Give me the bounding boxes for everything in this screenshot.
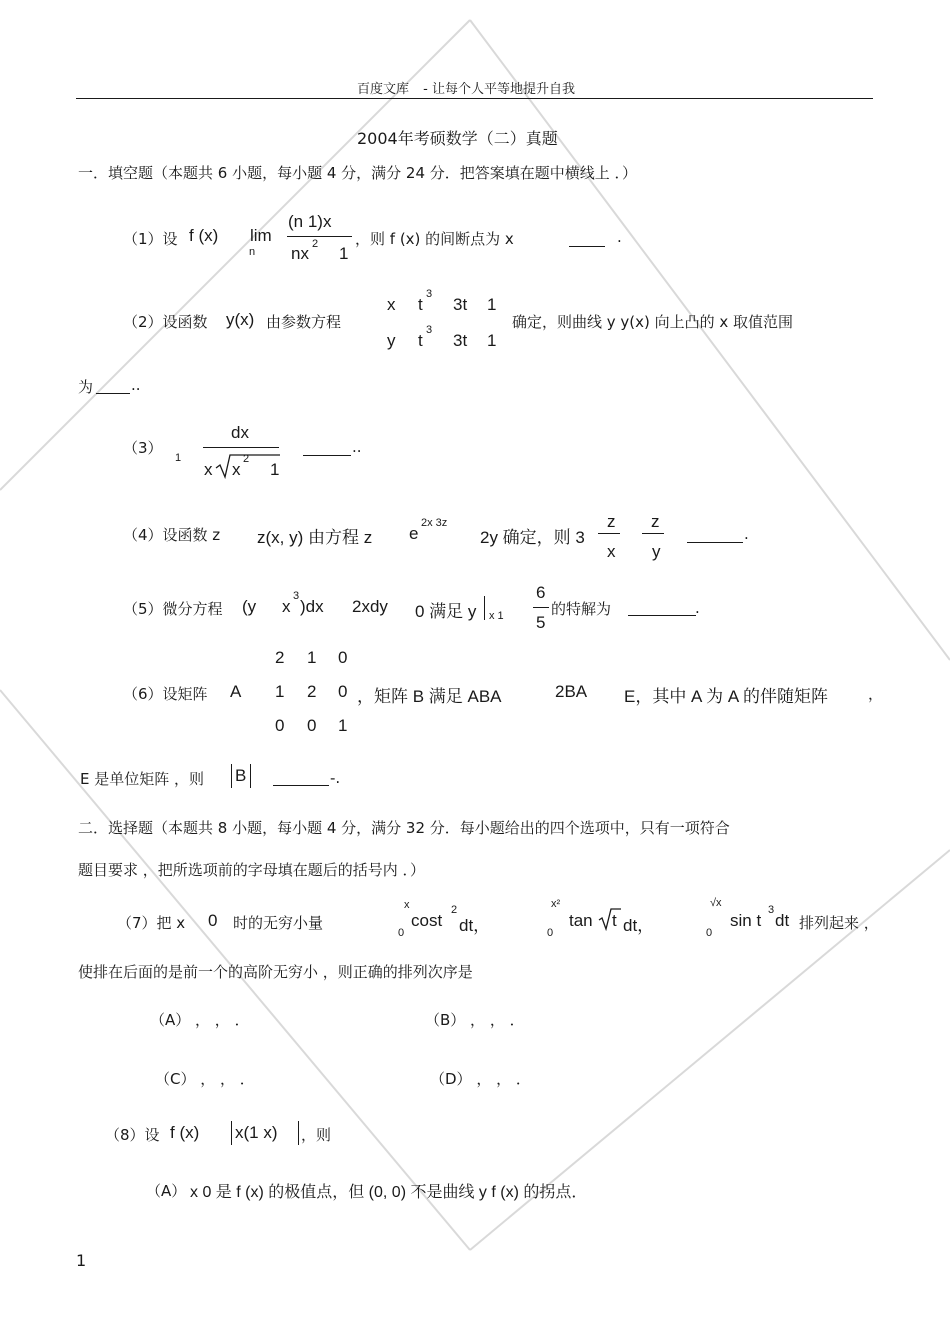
q3-lower-limit: 1 (175, 452, 182, 464)
q3-end: .. (352, 438, 362, 456)
q1-end: . (617, 228, 622, 246)
q7-i1-lower: 0 (398, 927, 405, 939)
q4-mid: z(x, y) 由方程 z (257, 528, 373, 547)
q2-cont-end: .. (131, 376, 141, 394)
q2-r2-t: t (418, 331, 423, 350)
q5-eval-bar (484, 596, 485, 620)
q8-tail: ，则 (301, 1126, 332, 1144)
q6-m21: 0 (307, 716, 317, 735)
q6-tail-c: E，其中 A 为 A 的伴随矩阵 (624, 687, 829, 706)
q2-r1-d: 1 (487, 295, 497, 314)
q6-B: B (235, 766, 247, 785)
q7-i3-body: sin t (730, 911, 762, 930)
q6-m00: 2 (275, 648, 285, 667)
q8-abs: x(1 x) (235, 1123, 278, 1142)
q1-numerator: (n 1)x (288, 212, 332, 231)
q5-end: . (695, 599, 700, 617)
q7-i3-upper: √x (710, 897, 722, 909)
header-site: 百度文库 (357, 82, 410, 97)
q5-tail: 的特解为 (551, 600, 612, 618)
q7-option-c[interactable]: （C） ， ， ． (155, 1070, 255, 1088)
header-rule (76, 98, 873, 99)
q6-det-right (250, 764, 251, 788)
q6-m20: 0 (275, 716, 285, 735)
q1-denom-b: 1 (339, 244, 349, 263)
q1-denom-a: nx (291, 244, 309, 263)
q4-exp: 2x 3z (421, 517, 448, 529)
q2-yx: y(x) (226, 310, 255, 329)
q7-zero: 0 (208, 911, 218, 930)
q4-z2: z (651, 512, 660, 531)
q7-i1-exp: 2 (451, 904, 458, 916)
q6-number: （6）设矩阵 (123, 685, 208, 703)
q4-frac2-bar (642, 533, 664, 534)
q4-z1: z (607, 512, 616, 531)
q7-i2-upper: x² (551, 898, 561, 910)
section1-heading: 一．填空题（本题共 6 小题，每小题 4 分，满分 24 分．把答案填在题中横线上 ．） (78, 164, 638, 182)
header-slogan: - 让每个人平等地提升自我 (423, 82, 575, 97)
q7-option-b[interactable]: （B） ， ， ． (425, 1011, 525, 1029)
page-title: 2004年考硕数学（二）真题 (357, 129, 558, 148)
q8-option-a-text: x 0 是 f (x) 的极值点，但 (0, 0) 不是曲线 y f (x) 的拐点． (190, 1184, 588, 1201)
q5-num6: 6 (536, 583, 546, 602)
page-number: 1 (76, 1251, 87, 1270)
header (357, 78, 575, 97)
q6-tail-b: 2BA (555, 682, 588, 701)
q4-frac1-bar (598, 533, 620, 534)
q8-number: （8）设 (105, 1126, 160, 1144)
q4-answer-blank (687, 527, 743, 543)
q7-option-d[interactable]: （D） ， ， ． (430, 1070, 531, 1088)
q7-lead: （7）把 x (117, 914, 186, 932)
q5-eq-d: 0 满足 y (415, 602, 477, 621)
q6-m02: 0 (338, 648, 348, 667)
q5-eq-exp: 3 (293, 590, 300, 602)
q2-r2-exp: 3 (426, 324, 433, 336)
q7-option-a[interactable]: （A） ， ， ． (150, 1011, 250, 1029)
q4-e: e (409, 524, 419, 543)
q4-end: . (744, 525, 749, 543)
q2-tail: 确定，则曲线 y y(x) 向上凸的 x 取值范围 (512, 313, 794, 331)
q3-answer-blank (303, 440, 351, 456)
q5-answer-blank (628, 600, 696, 616)
q3-denom-one: 1 (270, 460, 280, 479)
q3-fraction-bar (203, 447, 279, 448)
section2-heading: 二．选择题（本题共 8 小题，每小题 4 分，满分 32 分．每小题给出的四个选项中，只有一项符合 (78, 819, 730, 837)
q5-eq-c: 2xdy (352, 597, 388, 616)
q1-lim: lim (250, 226, 272, 245)
q8-abs-right (298, 1121, 299, 1145)
q7-i3-dt: dt (775, 911, 790, 930)
q5-eq-b: )dx (300, 597, 324, 616)
q8-fx: f (x) (170, 1123, 200, 1142)
q3-denom-x: x (204, 460, 213, 479)
q7-line2: 使排在后面的是前一个的高阶无穷小 ，则正确的排列次序是 (78, 963, 473, 981)
q6-m10: 1 (275, 682, 285, 701)
q5-den5: 5 (536, 613, 546, 632)
q1-fx: f (x) (189, 226, 219, 245)
q4-number: （4）设函数 z (123, 526, 221, 544)
q2-r1-exp: 3 (426, 288, 433, 300)
q7-i2-rad: t (612, 911, 617, 930)
q2-r2-d: 1 (487, 331, 497, 350)
q7-i1-body: cost (411, 911, 443, 930)
q6-m12: 0 (338, 682, 348, 701)
q8-abs-left (231, 1121, 232, 1145)
q4-after: 2y 确定，则 3 (480, 528, 585, 547)
q2-r2-c: 3t (453, 331, 468, 350)
q5-eq-x: x (282, 597, 291, 616)
q5-number: （5）微分方程 (123, 600, 223, 618)
q6-answer-blank (273, 770, 329, 786)
q6-m22: 1 (338, 716, 348, 735)
q1-lim-sub: n (249, 246, 256, 258)
q2-number: （2）设函数 (123, 313, 208, 331)
q6-A: A (230, 682, 242, 701)
q3-denom-exp: 2 (243, 453, 250, 465)
q5-frac-bar (533, 607, 549, 608)
q2-cont: 为 (78, 378, 94, 396)
q7-i2-lower: 0 (547, 927, 554, 939)
q5-eq-a: (y (242, 597, 257, 616)
q3-numerator: dx (231, 423, 249, 442)
q1-tail: ，则 f (x) 的间断点为 x (355, 230, 514, 248)
q6-end: -. (330, 769, 341, 787)
q4-x1: x (607, 542, 616, 561)
q3-denom-rad: x (232, 460, 241, 479)
q7-i3-exp: 3 (768, 904, 775, 916)
q1-number: （1）设 (123, 230, 178, 248)
q2-mid: 由参数方程 (266, 313, 342, 331)
q6-m11: 2 (307, 682, 317, 701)
q2-r1-x: x (387, 295, 396, 314)
q6-tail-d: ， (868, 685, 884, 703)
q6-m01: 1 (307, 648, 317, 667)
q5-sub: x 1 (489, 610, 504, 622)
q1-answer-blank (569, 228, 605, 247)
q6-det-left (231, 764, 232, 788)
section2-heading-cont: 题目要求 ，把所选项前的字母填在题后的括号内 ．） (78, 861, 426, 879)
q7-i1-dt: dt， (459, 916, 491, 935)
q7-tail: 排列起来 ， (799, 914, 879, 932)
q2-r1-c: 3t (453, 295, 468, 314)
q1-denom-exp: 2 (312, 238, 319, 250)
q1-fraction-bar (287, 236, 352, 237)
q2-r1-t: t (418, 295, 423, 314)
q2-answer-blank (96, 378, 130, 394)
q7-i2-body: tan (569, 911, 593, 930)
q7-i1-upper: x (404, 899, 410, 911)
q2-r2-y: y (387, 331, 396, 350)
q6-cont: E 是单位矩阵 ，则 (80, 770, 205, 788)
q6-tail-a: ，矩阵 B 满足 ABA (357, 687, 502, 706)
q4-y2: y (652, 542, 661, 561)
q7-i3-lower: 0 (706, 927, 713, 939)
q7-text: 时的无穷小量 (233, 914, 324, 932)
q7-i2-sqrt-icon (598, 907, 622, 931)
q3-number: （3） (123, 439, 163, 457)
q8-option-a-label: （A） (146, 1182, 187, 1200)
q7-i2-dt: dt， (623, 916, 655, 935)
